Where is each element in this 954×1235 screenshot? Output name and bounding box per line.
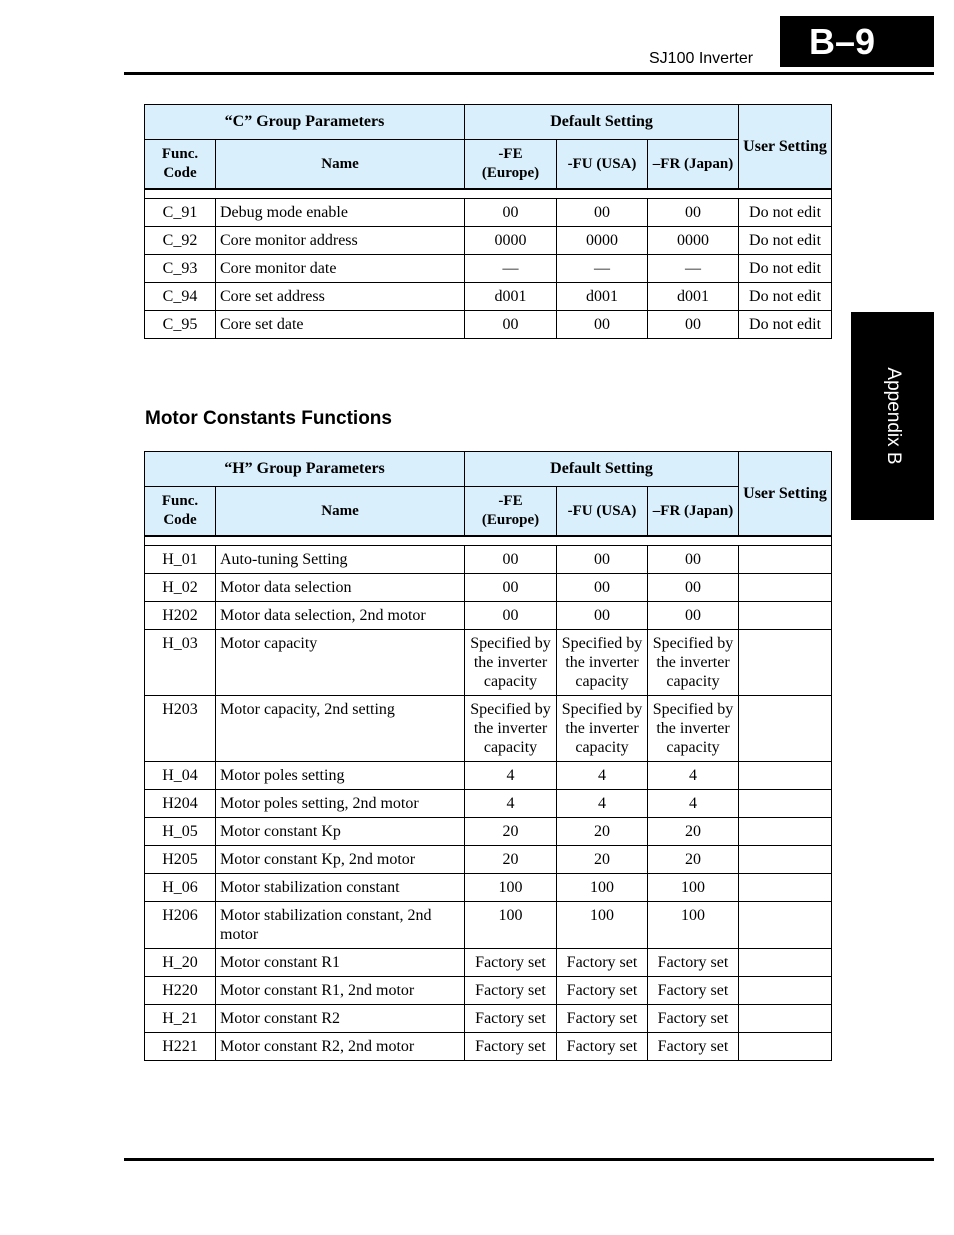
table-row	[145, 818, 832, 846]
fr-value-cell: 4	[648, 790, 739, 818]
name-cell: Core monitor date	[216, 255, 465, 283]
func-code-cell: H_05	[145, 818, 216, 846]
appendix-tab-label: Appendix B	[882, 367, 904, 465]
fr-value-cell: 00	[648, 574, 739, 602]
fu-value-cell: 00	[557, 199, 648, 227]
func-code-cell: H_01	[145, 546, 216, 574]
name-cell: Motor stabilization constant	[216, 874, 465, 902]
fu-value-cell: 100	[557, 874, 648, 902]
table-row	[145, 311, 832, 339]
fu-value-cell: 20	[557, 818, 648, 846]
user-setting-cell: Do not edit	[739, 199, 832, 227]
user-setting-cell	[739, 790, 832, 818]
name-cell: Motor constant Kp	[216, 818, 465, 846]
default-setting-header: Default Setting	[465, 452, 739, 487]
func-code-cell: H_03	[145, 630, 216, 696]
table-row	[145, 1033, 832, 1061]
fr-value-cell: 00	[648, 602, 739, 630]
func-code-cell: H_06	[145, 874, 216, 902]
fu-value-cell: 0000	[557, 227, 648, 255]
page-number-tab: B–9	[780, 16, 934, 67]
user-setting-cell	[739, 846, 832, 874]
table-row	[145, 630, 832, 696]
fr-value-cell: —	[648, 255, 739, 283]
user-setting-cell	[739, 630, 832, 696]
fr-value-cell: Factory set	[648, 949, 739, 977]
group-header: “C” Group Parameters	[145, 105, 465, 140]
header-rule	[124, 72, 934, 75]
fr-value-cell: 00	[648, 546, 739, 574]
fe-value-cell: —	[465, 255, 557, 283]
fu-usa-header: -FU (USA)	[557, 140, 648, 190]
fr-value-cell: 00	[648, 311, 739, 339]
fe-value-cell: 20	[465, 846, 557, 874]
fe-europe-header: -FE (Europe)	[465, 487, 557, 537]
func-code-cell: H221	[145, 1033, 216, 1061]
fr-value-cell: 0000	[648, 227, 739, 255]
name-cell: Auto-tuning Setting	[216, 546, 465, 574]
fu-value-cell: Specified by the inverter capacity	[557, 696, 648, 762]
name-header: Name	[216, 487, 465, 537]
table-row	[145, 283, 832, 311]
table-row	[145, 762, 832, 790]
func-code-cell: C_94	[145, 283, 216, 311]
fu-usa-header: -FU (USA)	[557, 487, 648, 537]
fr-value-cell: 00	[648, 199, 739, 227]
fe-value-cell: 00	[465, 546, 557, 574]
appendix-side-tab	[851, 312, 934, 520]
fe-value-cell: 100	[465, 902, 557, 949]
table-row	[145, 846, 832, 874]
fe-value-cell: 00	[465, 574, 557, 602]
user-setting-cell	[739, 762, 832, 790]
name-cell: Motor stabilization constant, 2nd motor	[216, 902, 465, 949]
func-code-header: Func. Code	[145, 487, 216, 537]
user-setting-cell: Do not edit	[739, 227, 832, 255]
user-setting-cell	[739, 874, 832, 902]
func-code-cell: H_21	[145, 1005, 216, 1033]
footer-rule	[124, 1158, 934, 1161]
name-cell: Motor data selection, 2nd motor	[216, 602, 465, 630]
name-cell: Motor constant Kp, 2nd motor	[216, 846, 465, 874]
table-row	[145, 902, 832, 949]
name-cell: Motor constant R1, 2nd motor	[216, 977, 465, 1005]
table-row	[145, 602, 832, 630]
c-table-body	[145, 199, 832, 339]
h-group-parameters-table	[144, 451, 832, 1061]
table-row	[145, 790, 832, 818]
name-cell: Motor constant R2	[216, 1005, 465, 1033]
user-setting-cell	[739, 902, 832, 949]
fe-europe-header: -FE (Europe)	[465, 140, 557, 190]
table-row	[145, 874, 832, 902]
fr-value-cell: 4	[648, 762, 739, 790]
name-cell: Motor poles setting	[216, 762, 465, 790]
func-code-cell: C_93	[145, 255, 216, 283]
table-row	[145, 199, 832, 227]
name-cell: Core monitor address	[216, 227, 465, 255]
fr-value-cell: Specified by the inverter capacity	[648, 630, 739, 696]
name-cell: Debug mode enable	[216, 199, 465, 227]
fr-value-cell: Specified by the inverter capacity	[648, 696, 739, 762]
user-setting-cell	[739, 1033, 832, 1061]
user-setting-cell	[739, 602, 832, 630]
name-cell: Motor capacity, 2nd setting	[216, 696, 465, 762]
user-setting-cell	[739, 546, 832, 574]
running-header: SJ100 Inverter	[649, 50, 754, 67]
fr-value-cell: Factory set	[648, 977, 739, 1005]
fe-value-cell: Factory set	[465, 1005, 557, 1033]
h-table-body	[145, 546, 832, 1061]
fu-value-cell: 00	[557, 602, 648, 630]
table-row	[145, 949, 832, 977]
func-code-cell: H_20	[145, 949, 216, 977]
table-row	[145, 977, 832, 1005]
fe-value-cell: 00	[465, 311, 557, 339]
user-setting-cell: Do not edit	[739, 283, 832, 311]
c-group-parameters-table	[144, 104, 832, 339]
fu-value-cell: 00	[557, 311, 648, 339]
name-cell: Motor poles setting, 2nd motor	[216, 790, 465, 818]
user-setting-cell	[739, 1005, 832, 1033]
func-code-cell: H_04	[145, 762, 216, 790]
func-code-cell: C_92	[145, 227, 216, 255]
name-cell: Motor data selection	[216, 574, 465, 602]
func-code-cell: H_02	[145, 574, 216, 602]
fr-value-cell: 100	[648, 902, 739, 949]
user-setting-cell	[739, 696, 832, 762]
fe-value-cell: Factory set	[465, 1033, 557, 1061]
fr-value-cell: Factory set	[648, 1005, 739, 1033]
user-setting-header: User Setting	[739, 452, 832, 537]
fe-value-cell: 00	[465, 199, 557, 227]
fe-value-cell: 00	[465, 602, 557, 630]
user-setting-cell: Do not edit	[739, 255, 832, 283]
fe-value-cell: Specified by the inverter capacity	[465, 630, 557, 696]
func-code-cell: H204	[145, 790, 216, 818]
fu-value-cell: 4	[557, 762, 648, 790]
fr-value-cell: Factory set	[648, 1033, 739, 1061]
func-code-cell: H205	[145, 846, 216, 874]
fu-value-cell: 100	[557, 902, 648, 949]
fu-value-cell: Factory set	[557, 977, 648, 1005]
name-cell: Motor capacity	[216, 630, 465, 696]
fu-value-cell: 4	[557, 790, 648, 818]
fe-value-cell: 0000	[465, 227, 557, 255]
user-setting-header: User Setting	[739, 105, 832, 190]
fu-value-cell: 20	[557, 846, 648, 874]
func-code-cell: C_95	[145, 311, 216, 339]
user-setting-cell	[739, 977, 832, 1005]
fe-value-cell: Specified by the inverter capacity	[465, 696, 557, 762]
fu-value-cell: Factory set	[557, 949, 648, 977]
fu-value-cell: d001	[557, 283, 648, 311]
user-setting-cell	[739, 949, 832, 977]
name-cell: Motor constant R1	[216, 949, 465, 977]
table-row	[145, 546, 832, 574]
fr-value-cell: 20	[648, 818, 739, 846]
func-code-cell: H220	[145, 977, 216, 1005]
fu-value-cell: 00	[557, 546, 648, 574]
table-row	[145, 1005, 832, 1033]
fu-value-cell: 00	[557, 574, 648, 602]
default-setting-header: Default Setting	[465, 105, 739, 140]
user-setting-cell	[739, 818, 832, 846]
name-cell: Motor constant R2, 2nd motor	[216, 1033, 465, 1061]
fr-japan-header: –FR (Japan)	[648, 140, 739, 190]
name-cell: Core set date	[216, 311, 465, 339]
fr-value-cell: d001	[648, 283, 739, 311]
user-setting-cell: Do not edit	[739, 311, 832, 339]
name-cell: Core set address	[216, 283, 465, 311]
func-code-cell: H206	[145, 902, 216, 949]
func-code-cell: H203	[145, 696, 216, 762]
fu-value-cell: —	[557, 255, 648, 283]
table-row	[145, 574, 832, 602]
fe-value-cell: 4	[465, 762, 557, 790]
fu-value-cell: Specified by the inverter capacity	[557, 630, 648, 696]
fu-value-cell: Factory set	[557, 1033, 648, 1061]
func-code-cell: H202	[145, 602, 216, 630]
func-code-header: Func. Code	[145, 140, 216, 190]
fr-value-cell: 20	[648, 846, 739, 874]
fe-value-cell: 100	[465, 874, 557, 902]
fe-value-cell: 4	[465, 790, 557, 818]
func-code-cell: C_91	[145, 199, 216, 227]
fu-value-cell: Factory set	[557, 1005, 648, 1033]
fe-value-cell: d001	[465, 283, 557, 311]
table-row	[145, 255, 832, 283]
group-header: “H” Group Parameters	[145, 452, 465, 487]
table-row	[145, 696, 832, 762]
table-row	[145, 227, 832, 255]
section-heading: Motor Constants Functions	[145, 408, 392, 429]
fe-value-cell: Factory set	[465, 977, 557, 1005]
fe-value-cell: Factory set	[465, 949, 557, 977]
fr-japan-header: –FR (Japan)	[648, 487, 739, 537]
user-setting-cell	[739, 574, 832, 602]
name-header: Name	[216, 140, 465, 190]
fe-value-cell: 20	[465, 818, 557, 846]
fr-value-cell: 100	[648, 874, 739, 902]
